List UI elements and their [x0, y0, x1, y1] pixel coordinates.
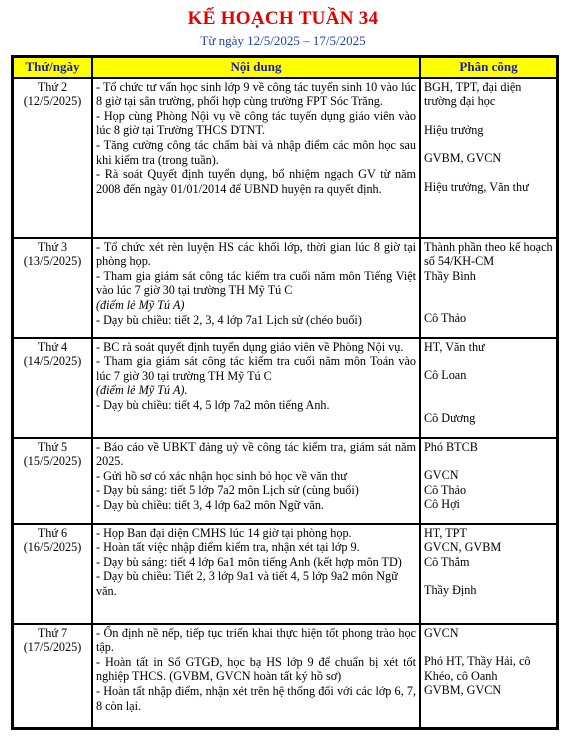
- day-cell: [13, 78, 92, 238]
- assignee: Cô Loan: [424, 368, 467, 383]
- content-item: - Rà soát Quyết định tuyển dụng, bổ nhiệm ngạch GV từ năm 2008 đến ngày 01/01/2014 để UBND huyện ra quyết định.: [96, 167, 416, 196]
- assignee: Hiệu trưởng: [424, 122, 484, 137]
- content-item: - BC rà soát quyết định tuyển dụng giáo viên về Phòng Nội vụ.: [96, 339, 404, 354]
- day-date: (13/5/2025): [23, 254, 82, 269]
- day-cell: [13, 524, 92, 624]
- day-date: (15/5/2025): [23, 454, 82, 469]
- table-row: [13, 438, 557, 524]
- assignee: BGH, TPT, đại diện trường đại học: [424, 79, 522, 109]
- day-date: (14/5/2025): [23, 354, 82, 369]
- table-row: [13, 238, 557, 338]
- assignee: GVCN: [424, 625, 459, 640]
- content-item: - Họp Ban đại diện CMHS lúc 14 giờ tại phòng họp.: [96, 525, 352, 540]
- assignment-cell: [420, 78, 557, 238]
- content-item: - Báo cáo về UBKT đảng uỷ về công tác kiểm tra, giám sát năm 2025.: [96, 439, 416, 469]
- assignee-spacer: [424, 297, 553, 311]
- assignee-spacer: [424, 383, 553, 397]
- weekly-plan-table: [11, 55, 559, 730]
- assignee: Cô Dương: [424, 410, 476, 425]
- content-item: - Dạy bù chiều: tiết 4, 5 lớp 7a2 môn tiếng Anh.: [96, 397, 330, 412]
- content-item: - Dạy bù sáng: tiết 5 lớp 7a2 môn Lịch sử (cùng buổi): [96, 483, 359, 498]
- day-cell: [13, 624, 92, 728]
- content-cell: [92, 238, 420, 338]
- assignee: HT, TPT: [424, 525, 467, 540]
- table-row: [13, 78, 557, 238]
- assignee: Phó HT, Thầy Hải, cô Khéo, cô Oanh: [424, 654, 531, 683]
- content-cell: [92, 338, 420, 438]
- content-item: - Tăng cường công tác chấm bài và nhập điểm các môn học sau khi kiểm tra (trong tuần).: [96, 137, 416, 167]
- content-item: - Hoàn tất nhập điểm, nhận xét trên hệ thống đối với các lớp 6, 7, 8 còn lại.: [96, 683, 416, 713]
- assignee-spacer: [424, 454, 553, 468]
- date-range-subtitle: Từ ngày 12/5/2025 – 17/5/2025: [200, 33, 366, 48]
- content-item: - Gửi hồ sơ có xác nhận học sinh bỏ học về văn thư: [96, 468, 347, 483]
- assignee: Cô Thảo: [424, 311, 467, 326]
- column-header-content: Nội dung: [92, 57, 420, 78]
- content-cell: [92, 524, 420, 624]
- content-item: - Hoàn tất việc nhập điểm kiểm tra, nhận xét tại lớp 9.: [96, 540, 360, 555]
- assignee-spacer: [424, 166, 553, 180]
- content-item: - Tham gia giám sát công tác kiểm tra cuối năm môn Toán vào lúc 7 giờ 30 tại trường TH Mỹ Tú C: [96, 354, 416, 383]
- assignment-cell: [420, 238, 557, 338]
- assignee-spacer: [424, 354, 553, 368]
- assignee-spacer: [424, 283, 553, 297]
- content-item: - Ổn định nề nếp, tiếp tục triển khai thực hiện tốt phong trào học tập.: [96, 625, 416, 655]
- day-label: Thứ 7: [37, 625, 68, 640]
- assignee: Thầy Định: [424, 583, 477, 598]
- day-label: Thứ 5: [37, 439, 68, 454]
- assignment-cell: [420, 438, 557, 524]
- day-cell: [13, 438, 92, 524]
- day-label: Thứ 6: [37, 525, 68, 540]
- table-row: [13, 624, 557, 728]
- content-item: - Tổ chức tư vấn học sinh lớp 9 về công tác tuyển sinh 10 vào lúc 8 giờ tại sân trường, phối hợp cùng trường FPT Sóc Trăng.: [96, 79, 416, 109]
- content-item-italic: (điểm lẻ Mỹ Tú A): [96, 297, 185, 312]
- day-cell: [13, 338, 92, 438]
- assignment-cell: [420, 338, 557, 438]
- assignee-spacer: [424, 397, 553, 411]
- assignee-spacer: [424, 569, 553, 583]
- assignee: Phó BTCB: [424, 439, 478, 454]
- day-date: (17/5/2025): [23, 640, 82, 655]
- content-item: - Tham gia giám sát công tác kiểm tra cuối năm môn Tiếng Việt vào lúc 7 giờ 30 tại trường TH Mỹ Tú C: [96, 268, 416, 298]
- day-cell: [13, 238, 92, 338]
- assignee: GVCN: [424, 468, 459, 483]
- day-label: Thứ 2: [37, 79, 68, 94]
- day-date: (12/5/2025): [23, 94, 82, 109]
- assignee: GVBM, GVCN: [424, 683, 502, 698]
- page-title: KẾ HOẠCH TUẦN 34: [187, 8, 379, 29]
- content-item: - Dạy bù chiều: tiết 2, 3, 4 lớp 7a1 Lịch sử (chéo buổi): [96, 312, 362, 327]
- assignee: Cô Hợi: [424, 497, 460, 512]
- content-cell: [92, 438, 420, 524]
- content-item-italic: (điểm lẻ Mỹ Tú A).: [96, 383, 188, 398]
- content-cell: [92, 78, 420, 238]
- table-header-row: [13, 57, 557, 78]
- column-header-assignment: Phân công: [420, 57, 557, 78]
- assignee: Cô Thắm: [424, 554, 470, 569]
- assignee: GVBM, GVCN: [424, 151, 502, 166]
- table-row: [13, 338, 557, 438]
- content-item: - Hoàn tất in Sổ GTGĐ, học bạ HS lớp 9 để chuẩn bị xét tốt nghiệp THCS. (GVBM, GVCN hoàn tất ký hồ sơ): [96, 654, 416, 684]
- assignee-spacer: [424, 109, 553, 123]
- day-label: Thứ 3: [37, 239, 68, 254]
- content-item: - Dạy bù sáng: tiết 4 lớp 6a1 môn tiếng Anh (kết hợp môn TD): [96, 554, 402, 569]
- assignee: Cô Thảo: [424, 482, 467, 497]
- content-item: - Dạy bù chiều: tiết 3, 4 lớp 6a2 môn Ngữ văn.: [96, 497, 324, 512]
- assignee: Hiệu trưởng, Văn thư: [424, 179, 529, 194]
- day-label: Thứ 4: [37, 339, 68, 354]
- column-header-day: Thứ/ngày: [13, 57, 92, 78]
- assignee-spacer: [424, 137, 553, 151]
- content-cell: [92, 624, 420, 728]
- content-item: - Tổ chức xét rèn luyện HS các khối lớp, thời gian lúc 8 giờ tại phòng họp.: [96, 239, 416, 269]
- assignee: HT, Văn thư: [424, 339, 485, 354]
- assignee: GVCN, GVBM: [424, 540, 502, 555]
- table-row: [13, 524, 557, 624]
- assignment-cell: [420, 524, 557, 624]
- assignee-spacer: [424, 640, 553, 654]
- day-date: (16/5/2025): [23, 540, 82, 555]
- content-item: - Dạy bù chiều: Tiết 2, 3 lớp 9a1 và tiết 4, 5 lớp 9a2 môn Ngữ văn.: [96, 569, 398, 598]
- assignment-cell: [420, 624, 557, 728]
- assignee: Thành phần theo kế hoạch số 54/KH-CM: [424, 239, 553, 269]
- assignee: Thầy Bình: [424, 268, 476, 283]
- content-item: - Họp cùng Phòng Nội vụ về công tác tuyển dụng giáo viên vào lúc 8 giờ tại Trường THCS DTNT.: [96, 108, 416, 138]
